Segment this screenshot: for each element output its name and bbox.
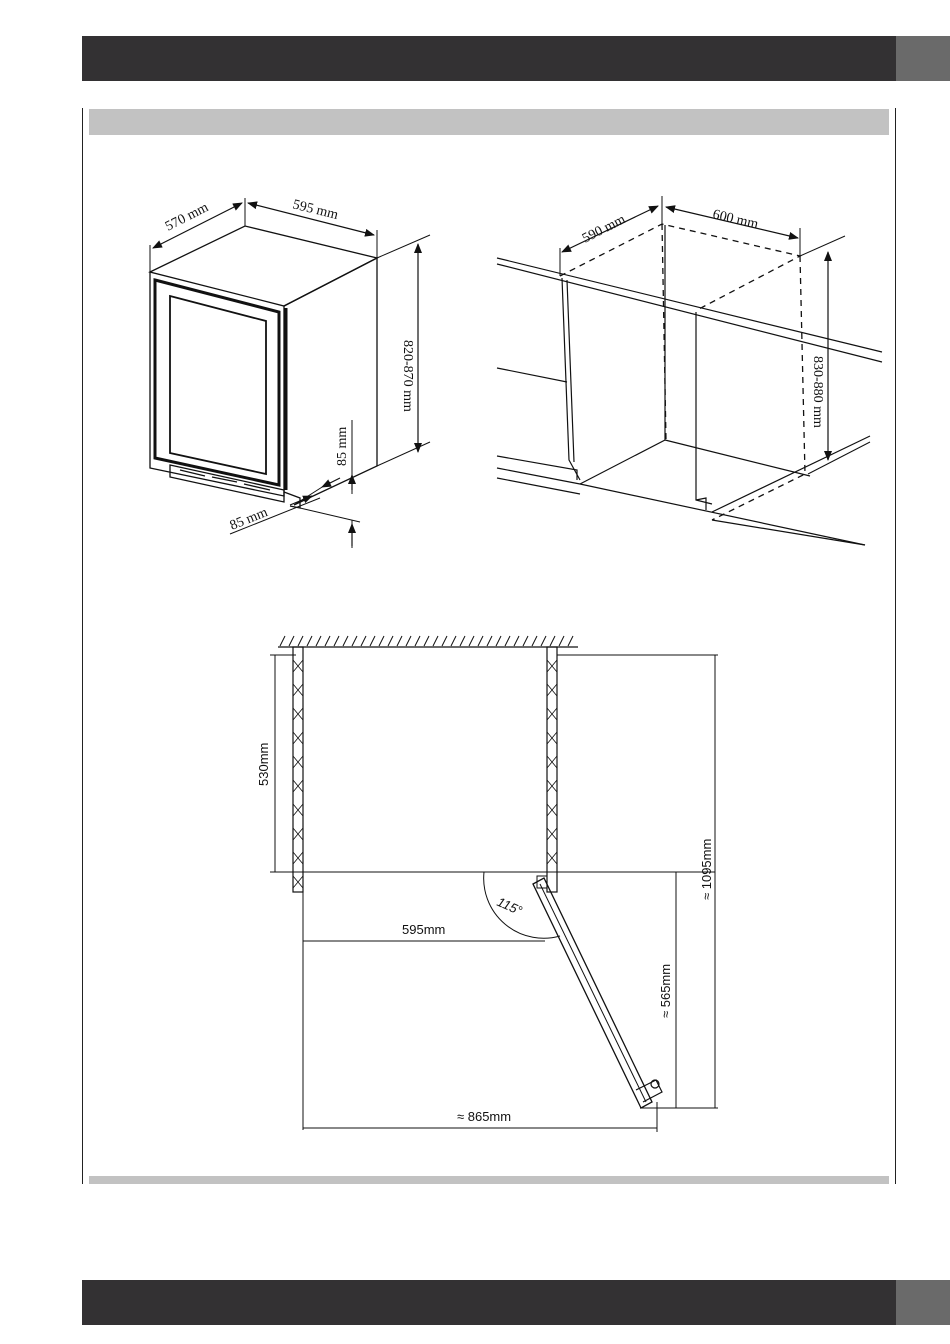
cabinet-side (284, 258, 377, 505)
worktop (497, 258, 882, 362)
cabinet-drawing (150, 197, 430, 548)
door-length-label: ≈ 565mm (658, 963, 673, 1018)
plinth-depth-label: 85 mm (227, 505, 270, 534)
niche-height-label: 830-880 mm (810, 356, 825, 428)
cabinet-top (150, 226, 377, 306)
total-depth-label: ≈ 1095mm (699, 838, 714, 900)
right-side-panel (547, 647, 557, 892)
plinth-height-label: 85 mm (335, 426, 350, 466)
left-side-panel (293, 647, 303, 892)
door-angle-label: 115° (494, 894, 525, 919)
wall-hatching (280, 636, 573, 646)
cabinet-depth-label: 570 mm (163, 200, 212, 235)
open-door (533, 876, 662, 1108)
cabinet-width-label: 595 mm (291, 197, 340, 224)
door-width-label: 595mm (402, 922, 446, 937)
total-width-label: ≈ 865mm (457, 1109, 512, 1124)
side-depth-label: 530mm (256, 742, 271, 786)
niche-drawing (497, 196, 882, 545)
door-opening-plan (256, 636, 718, 1132)
cabinet-height-label: 820-870 mm (400, 340, 415, 412)
niche-depth-label: 590 mm (580, 212, 629, 247)
niche-width-label: 600 mm (711, 207, 760, 233)
